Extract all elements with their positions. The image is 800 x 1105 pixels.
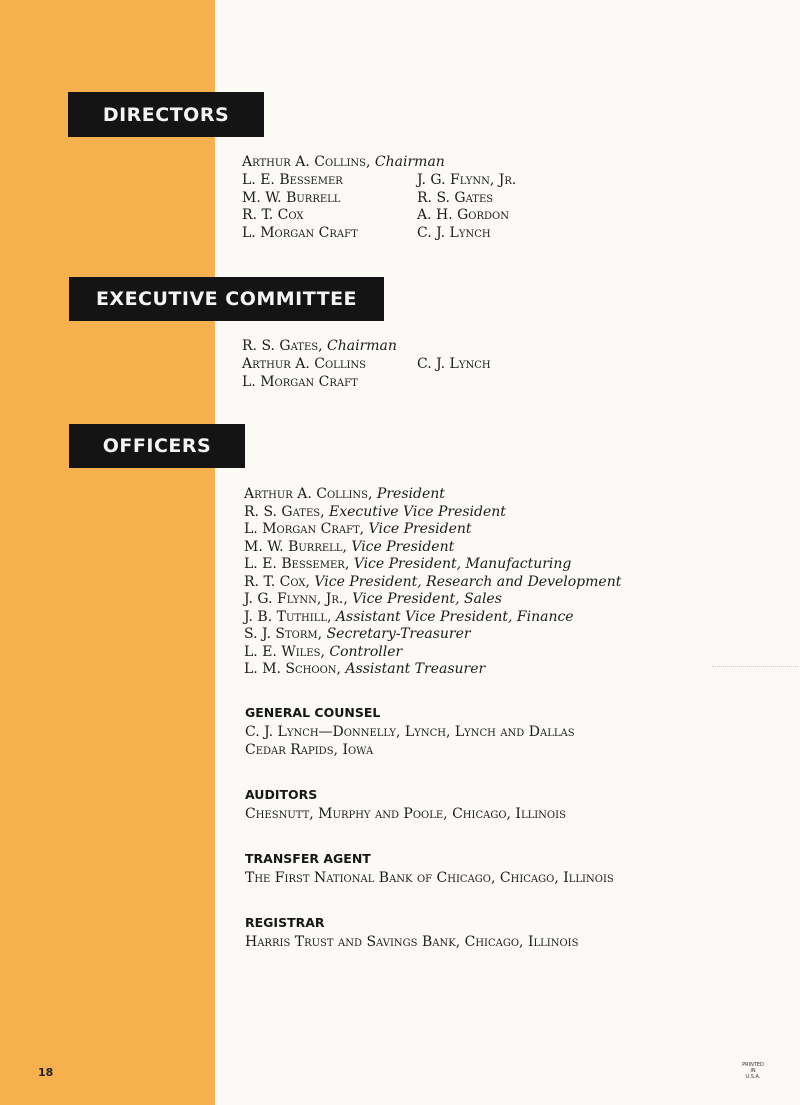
executive-committee-heading: EXECUTIVE COMMITTEE (69, 277, 384, 321)
officer-name: L. Morgan Craft (244, 521, 360, 537)
officer-row: R. T. Cox, Vice President, Research and Development (244, 573, 622, 590)
officer-title: Secretary-Treasurer (326, 626, 471, 642)
officers-list (244, 486, 621, 679)
officer-title: Vice President, Manufacturing (353, 556, 572, 572)
directors-heading: DIRECTORS (68, 92, 264, 137)
auditors-line: Chesnutt, Murphy and Poole, Chicago, Illinois (245, 806, 566, 822)
director-name: J. G. Flynn, Jr. (417, 172, 517, 188)
directors-chairman-line: Arthur A. Collins, Chairman (242, 154, 445, 170)
paper-mark (712, 666, 798, 668)
committee-member: Arthur A. Collins (242, 356, 367, 372)
officers-heading: OFFICERS (69, 424, 245, 468)
officer-row: L. M. Schoon, Assistant Treasurer (244, 661, 486, 677)
auditors-heading: AUDITORS (245, 787, 318, 802)
committee-member: C. J. Lynch (417, 356, 491, 372)
officer-title: Assistant Treasurer (345, 661, 486, 677)
director-name: A. H. Gordon (417, 207, 509, 223)
officer-title: Vice President, Research and Development (314, 573, 622, 590)
officer-name: L. E. Wiles (244, 643, 321, 660)
officer-name: R. T. Cox (244, 573, 306, 590)
officer-title: Vice President (368, 521, 472, 537)
orange-side-band (0, 0, 215, 1105)
director-name: L. E. Bessemer (242, 172, 343, 188)
director-name: M. W. Burrell (242, 189, 341, 206)
general-counsel-line: Cedar Rapids, Iowa (245, 741, 374, 758)
officer-name: R. S. Gates (244, 503, 321, 520)
director-name: C. J. Lynch (417, 224, 491, 241)
registrar-heading: REGISTRAR (245, 915, 325, 930)
director-name: R. T. Cox (242, 207, 304, 223)
directors-right-column (417, 172, 516, 242)
officer-name: M. W. Burrell (244, 538, 343, 555)
officer-name: J. G. Flynn, Jr. (244, 591, 344, 607)
committee-left-column (242, 356, 366, 391)
chairman-title: Chairman (327, 338, 397, 354)
printed-in-usa-mark (736, 1062, 770, 1080)
printed-mark-line: PRINTED (742, 1062, 764, 1068)
officer-title: President (376, 486, 445, 502)
page-number: 18 (38, 1066, 54, 1079)
printed-mark-line: IN (750, 1068, 756, 1074)
officer-row: L. Morgan Craft, Vice President (244, 521, 472, 537)
committee-right-column (417, 356, 491, 374)
officer-name: Arthur A. Collins (244, 486, 369, 502)
general-counsel-heading: GENERAL COUNSEL (245, 705, 381, 720)
printed-mark-line: U.S.A. (745, 1074, 761, 1080)
officer-name: L. M. Schoon (244, 661, 337, 677)
officer-row: Arthur A. Collins, President (244, 486, 445, 502)
officer-title: Executive Vice President (329, 503, 506, 520)
officer-row: R. S. Gates, Executive Vice President (244, 503, 506, 520)
officer-row: J. B. Tuthill, Assistant Vice President, Finance (244, 608, 574, 625)
transfer-agent-heading: TRANSFER AGENT (245, 851, 371, 866)
committee-member: L. Morgan Craft (242, 373, 358, 390)
committee-chairman-line: R. S. Gates, Chairman (242, 338, 397, 354)
officer-row: J. G. Flynn, Jr., Vice President, Sales (244, 591, 502, 607)
officer-title: Vice President (351, 538, 455, 555)
directors-left-column (242, 172, 358, 242)
officer-name: S. J. Storm (244, 626, 318, 642)
officer-title: Controller (329, 643, 403, 660)
officer-row: M. W. Burrell, Vice President (244, 538, 455, 555)
officer-title: Vice President, Sales (352, 591, 502, 607)
officer-title: Assistant Vice President, Finance (335, 608, 574, 625)
chairman-title: Chairman (374, 154, 445, 170)
general-counsel-line: C. J. Lynch—Donnelly, Lynch, Lynch and Dallas (245, 724, 575, 740)
officer-name: L. E. Bessemer (244, 556, 345, 572)
officer-row: S. J. Storm, Secretary-Treasurer (244, 626, 471, 642)
transfer-agent-line: The First National Bank of Chicago, Chicago, Illinois (245, 870, 614, 886)
registrar-line: Harris Trust and Savings Bank, Chicago, Illinois (245, 934, 579, 950)
chairman-name: Arthur A. Collins (242, 154, 367, 170)
general-counsel-lines (245, 724, 575, 759)
director-name: R. S. Gates (417, 189, 494, 206)
officer-name: J. B. Tuthill (244, 608, 328, 625)
director-name: L. Morgan Craft (242, 224, 358, 241)
chairman-name: R. S. Gates (242, 338, 319, 354)
officer-row: L. E. Bessemer, Vice President, Manufacturing (244, 556, 572, 572)
officer-row: L. E. Wiles, Controller (244, 643, 403, 660)
